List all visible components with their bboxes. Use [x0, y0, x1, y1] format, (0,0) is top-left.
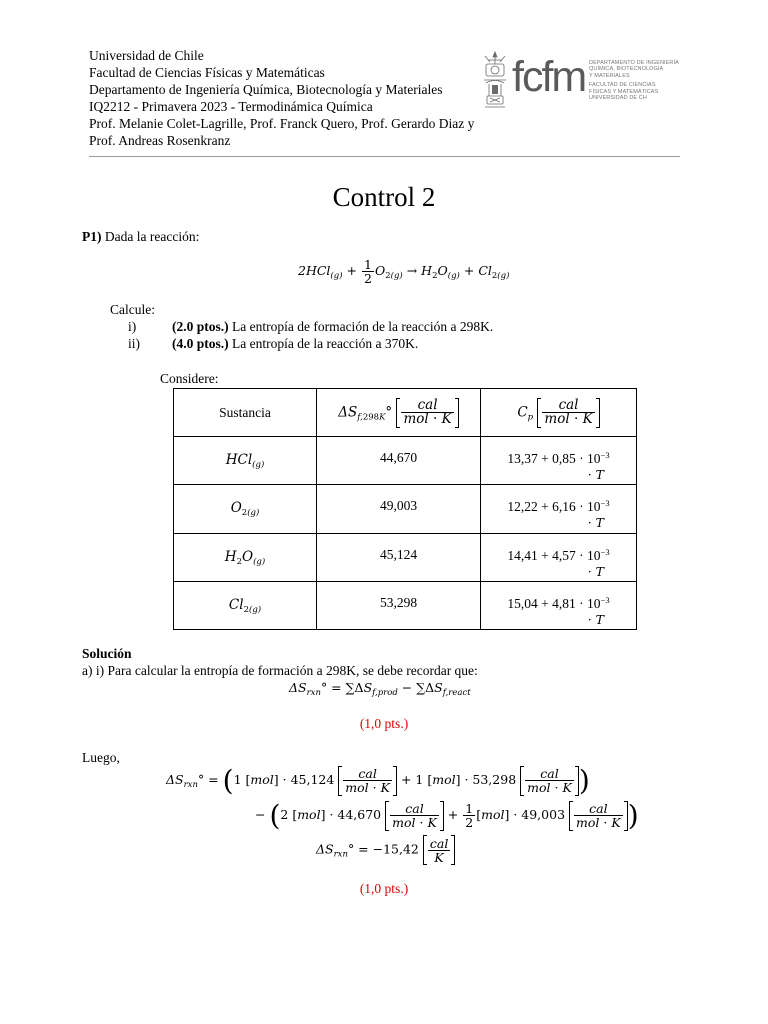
header-line-university: Universidad de Chile	[89, 48, 204, 63]
considere-label: Considere:	[160, 371, 219, 386]
substance-hcl: HCl$_{(g)}$	[174, 437, 317, 485]
fcfm-wordmark: fcfm	[512, 53, 586, 101]
university-seal-icon	[480, 50, 510, 112]
logo-department-text: DEPARTAMENTO DE INGENIERÍA QUÍMICA, BIOTECNOLOGÍA Y MATERIALES FACULTAD DE CIENCIAS FÍSICAS Y MATEMÁTICAS UNIVERSIDAD DE CH	[589, 60, 679, 102]
header-line-department: Departamento de Ingeniería Química, Biotecnología y Materiales	[89, 82, 443, 97]
header-line-course: IQ2212 - Primavera 2023 - Termodinámica Química	[89, 99, 373, 114]
header-line-faculty: Facultad de Ciencias Físicas y Matemáticas	[89, 65, 325, 80]
table-row	[174, 534, 637, 582]
solution-intro: a) i) Para calcular la entropía de formación a 298K, se debe recordar que:	[82, 663, 478, 678]
table-row	[174, 437, 637, 485]
result-value: −15,42	[372, 841, 419, 857]
calcule-label: Calcule:	[110, 302, 155, 317]
cp-value: $14,41 + 4,57 \cdot 10^{-3}$ · T	[481, 534, 637, 582]
calc-line-1: $\Delta S_{rxn}^\circ = (1$ [mol] · 45,124 $\frac{\text{cal}}{\text{mol · K}}$ + 1 [mol] · 53,298 $\frac{\text{cal}}{\text{mol · K}}$ )	[166, 764, 590, 797]
problem-intro	[82, 229, 199, 245]
header-cp: $C_p$ $\frac{\text{cal}}{\text{mol · K}}$	[481, 389, 637, 437]
header-divider	[89, 156, 680, 157]
header-substance: Sustancia	[174, 389, 317, 437]
header-entropy: $\Delta S_{f,298K}^\circ$ $\frac{\text{cal}}{\text{mol · K}}$	[317, 389, 481, 437]
cp-value: $15,04 + 4,81 \cdot 10^{-3}$ · T	[481, 582, 637, 630]
cp-value: $13,37 + 0,85 \cdot 10^{-3}$ · T	[481, 437, 637, 485]
luego-label: Luego,	[82, 750, 120, 765]
fcfm-logo	[480, 50, 680, 112]
substance-o2: $O_{2(g)}$	[174, 485, 317, 534]
item-ii: ii) (4.0 ptos.) La entropía de la reacción a 370K.	[128, 336, 419, 351]
table-row	[174, 485, 637, 534]
page-title: Control 2	[332, 182, 436, 212]
entropy-value: 45,124	[317, 534, 481, 582]
table-row	[174, 582, 637, 630]
entropy-value: 49,003	[317, 485, 481, 534]
item-i: i) (2.0 ptos.) La entropía de formación de la reacción a 298K.	[128, 319, 494, 334]
substance-h2o: $H_2O_{(g)}$	[174, 534, 317, 582]
header-line-professors: Prof. Melanie Colet-Lagrille, Prof. Franck Quero, Prof. Gerardo Diaz y	[89, 116, 475, 131]
reaction-equation: 2HCl$_{(g)}$ + $\frac{1}{2}$ $O_{2(g)} \to H_2O_{(g)} + Cl_{2(g)}$	[298, 257, 510, 286]
calc-line-2: − (2 [mol] · 44,670 $\frac{\text{cal}}{\text{mol · K}}$ + $\frac{1}{2}$ [mol] · 49,003 $\frac{\text{cal}}{\text{mol · K}}$ )	[255, 799, 639, 832]
header-block	[89, 47, 474, 149]
entropy-value: 53,298	[317, 582, 481, 630]
header-line-professors-cont: Prof. Andreas Rosenkranz	[89, 133, 231, 148]
entropy-value: 44,670	[317, 437, 481, 485]
properties-table	[173, 388, 637, 630]
substance-cl2: $Cl_{2(g)}$	[174, 582, 317, 630]
problem-label: P1)	[82, 229, 102, 244]
problem-intro-text: Dada la reacción:	[104, 229, 200, 244]
calc-result: $\Delta S_{rxn}^\circ = -15,42$ $\frac{\text{cal}}{K}$	[316, 835, 455, 865]
table-header-row	[174, 389, 637, 437]
points-label-2: (1,0 pts.)	[359, 881, 409, 896]
solution-heading: Solución	[82, 646, 132, 661]
cp-value: $12,22 + 6,16 \cdot 10^{-3}$ · T	[481, 485, 637, 534]
entropy-formula: $\Delta S_{rxn}^\circ = \sum\Delta S_{f,prod} - \sum\Delta S_{f,react}$	[289, 680, 471, 698]
points-label-1: (1,0 pts.)	[359, 716, 409, 731]
